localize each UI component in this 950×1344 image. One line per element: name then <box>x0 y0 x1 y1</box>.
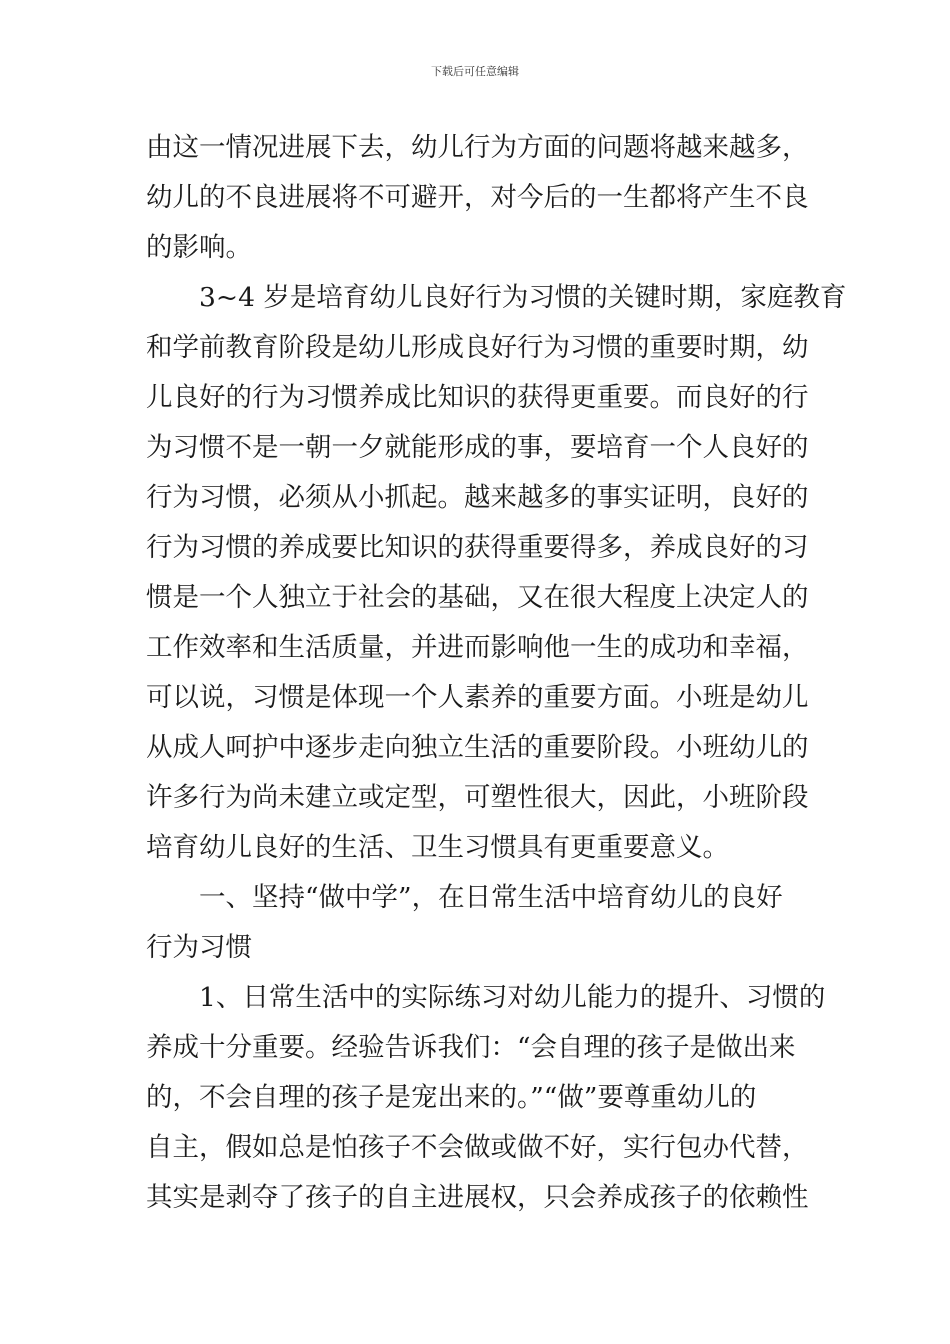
text-line: 幼儿的不良进展将不可避开，对今后的一生都将产生不良 <box>146 182 809 213</box>
text-line: 行为习惯，必须从小抓起。越来越多的事实证明，良好的 <box>146 482 809 513</box>
text-line: 1、日常生活中的实际练习对幼儿能力的提升、习惯的 <box>146 982 826 1013</box>
text-line: 一、坚持“做中学”，在日常生活中培育幼儿的良好 <box>146 882 783 913</box>
text-line: 的影响。 <box>146 232 252 263</box>
text-line: 3~4 岁是培育幼儿良好行为习惯的关键时期，家庭教育 <box>146 282 847 313</box>
text-line: 许多行为尚未建立或定型，可塑性很大，因此，小班阶段 <box>146 782 809 813</box>
text-line: 自主，假如总是怕孩子不会做或做不好，实行包办代替， <box>146 1132 809 1163</box>
text-line: 惯是一个人独立于社会的基础，又在很大程度上决定人的 <box>146 582 809 613</box>
text-line: 行为习惯的养成要比知识的获得重要得多，养成良好的习 <box>146 532 809 563</box>
text-line: 的，不会自理的孩子是宠出来的。”“做”要尊重幼儿的 <box>146 1082 757 1113</box>
text-line: 可以说，习惯是体现一个人素养的重要方面。小班是幼儿 <box>146 682 809 713</box>
text-line: 培育幼儿良好的生活、卫生习惯具有更重要意义。 <box>146 832 729 863</box>
text-line: 和学前教育阶段是幼儿形成良好行为习惯的重要时期，幼 <box>146 332 809 363</box>
text-line: 儿良好的行为习惯养成比知识的获得更重要。而良好的行 <box>146 382 809 413</box>
text-line: 为习惯不是一朝一夕就能形成的事，要培育一个人良好的 <box>146 432 809 463</box>
text-line: 从成人呵护中逐步走向独立生活的重要阶段。小班幼儿的 <box>146 732 809 763</box>
text-line: 由这一情况进展下去，幼儿行为方面的问题将越来越多， <box>146 132 809 163</box>
text-line: 工作效率和生活质量，并进而影响他一生的成功和幸福， <box>146 632 809 663</box>
text-line: 行为习惯 <box>146 932 252 963</box>
text-line: 其实是剥夺了孩子的自主进展权，只会养成孩子的依赖性 <box>146 1182 809 1213</box>
text-line: 养成十分重要。经验告诉我们：“会自理的孩子是做出来 <box>146 1032 796 1063</box>
body-text <box>146 123 847 1223</box>
page-header: 下载后可任意编辑 <box>431 65 519 78</box>
